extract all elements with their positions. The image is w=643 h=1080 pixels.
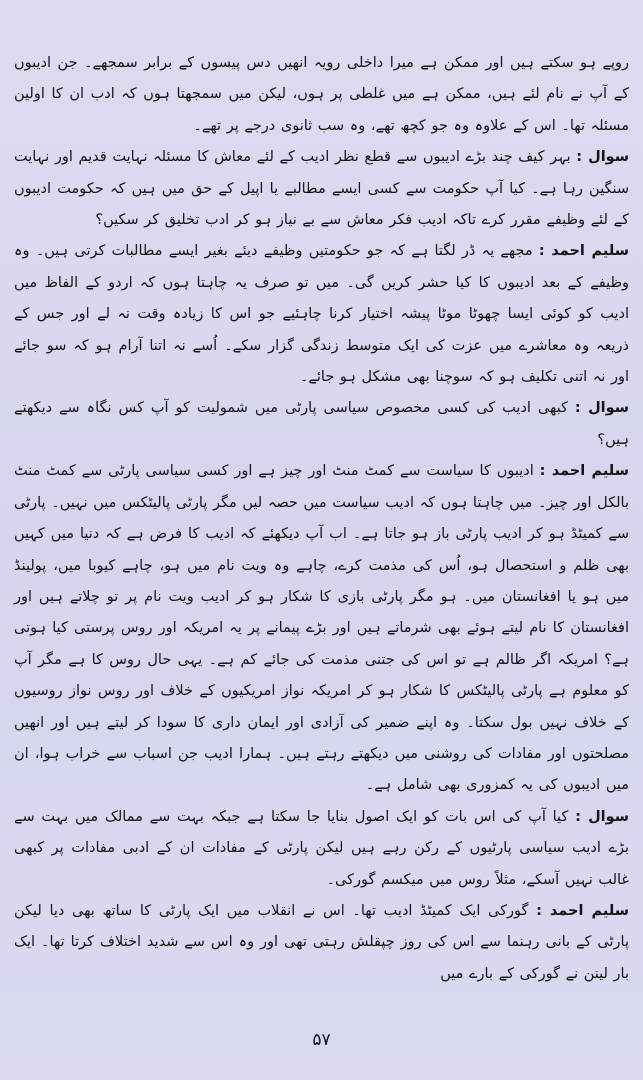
paragraph-3-text: مجھے یہ ڈر لگتا ہے کہ جو حکومتیں وظیفے دیئے بغیر ایسے مطالبات کرتی ہیں۔ وہ وظیفے کے بعد ادیبوں کا کیا حشر کریں گی۔ میں تو صرف یہ چاہتا ہوں کہ اردو کے الفاظ میں ادیب کو کوئی ایسا چھوٹا موٹا پیشہ اختیار کرنا چاہئیے جو اس کا زیادہ وقت نہ لے اور جس کے ذریعہ وہ معاشرے میں عزت کی ایک متوسط زندگی گزار سکے۔ اُسے نہ اتنا آرام ہو کہ سو جائے اور نہ اتنی تکلیف ہو کہ سوچنا بھی مشکل ہو جائے۔ — [14, 243, 629, 386]
paragraph-6-text: کیا آپ کی اس بات کو ایک اصول بنایا جا سکتا ہے جبکہ بہت سے ممالک میں بہت سے بڑے ادیب سیاسی پارٹیوں کے رکن رہے ہیں لیکن پارٹی کے مفادات ان کے ادبی مفادات پر کبھی غالب نہیں آسکے، مثلاً روس میں میکسم گورکی۔ — [14, 808, 629, 888]
speaker-label: سلیم احمد : — [539, 463, 629, 480]
page-text-body — [14, 48, 629, 990]
speaker-label: سلیم احمد : — [536, 902, 629, 919]
paragraph-6 — [14, 802, 629, 896]
paragraph-7-text: گورکی ایک کمیٹڈ ادیب تھا۔ اس نے انقلاب میں ایک پارٹی کا ساتھ بھی دیا لیکن پارٹی کے بانی رہنما سے اس کی روز چپقلش رہتی تھی اور وہ اس سے شدید اختلاف کرتا تھا۔ ایک بار لینن نے گورکی کے بارے میں — [14, 902, 629, 982]
paragraph-4-text: کبھی ادیب کی کسی مخصوص سیاسی پارٹی میں شمولیت کو آپ کس نگاہ سے دیکھتے ہیں؟ — [14, 400, 629, 448]
paragraph-2 — [14, 142, 629, 236]
speaker-label: سوال : — [574, 400, 630, 417]
paragraph-7 — [14, 896, 629, 990]
paragraph-3 — [14, 236, 629, 393]
paragraph-1-text: روپے ہو سکتے ہیں اور ممکن ہے میرا داخلی رویہ انھیں دس پیسوں کے برابر سمجھے۔ جن ادیبوں کے آپ نے نام لئے ہیں، ممکن ہے میں غلطی پر ہوں، لیکن میں سمجھتا ہوں کہ ادب ان کا اولین مسئلہ تھا۔ اس کے علاوہ وہ جو کچھ تھے، وہ سب ثانوی درجے پر تھے۔ — [14, 55, 629, 134]
paragraph-2-text: بہر کیف چند بڑے ادیبوں سے قطع نظر ادیب کے لئے معاش کا مسئلہ نہایت قدیم اور نہایت سنگین رہا ہے۔ کیا آپ حکومت سے کسی ایسے مطالبے یا اپیل کے حق میں ہیں کہ حکومت ادیبوں کے لئے وظیفے مقرر کرے تاکہ ادیب فکر معاش سے بے نیاز ہو کر ادب تخلیق کر سکیں؟ — [14, 149, 629, 229]
paragraph-1 — [14, 48, 629, 142]
page-number: ۵۷ — [312, 1030, 331, 1050]
speaker-label: سلیم احمد : — [538, 243, 630, 260]
paragraph-5-text: ادیبوں کا سیاست سے کمٹ منٹ اور چیز ہے اور کسی سیاسی پارٹی سے کمٹ منٹ بالکل اور چیز۔ میں چاہتا ہوں کہ ادیب سیاست میں حصہ لیں مگر پارٹی پالیٹکس میں نہیں۔ پارٹی سے کمیٹڈ ہو کر ادیب پارٹی باز ہو جاتا ہے۔ اب آپ دیکھئے کہ ادیب کا فرض ہے کہ دنیا میں کہیں بھی ظلم و استحصال ہو، اُس کی مذمت کرے، چاہے وہ ویت نام میں ہو، چاہے کیوبا میں، پولینڈ میں ہو یا افغانستان میں۔ ہو مگر پارٹی بازی کا شکار ہو کر ادیب ویت نام پر تو چلاتے ہیں اور افغانستان کا نام لیتے ہوئے بھی شرماتے ہیں اور بڑے پیمانے پر یہ امریکہ اور روس پرستی کیا ہوتی ہے؟ امریکہ اگر ظالم ہے تو اس کی جتنی مذمت کی جائے کم ہے۔ یہی حال روس کا ہے مگر آپ کو معلوم ہے پارٹی پالیٹکس کا شکار ہو کر امریکہ نواز امریکیوں کے خلاف اور روس نواز روسیوں کے خلاف نہیں بول سکتا۔ وہ اپنے ضمیر کی آزادی اور ایمان داری کا سودا کر لیتے ہیں اور انھیں مصلحتوں اور مفادات کی روشنی میں دیکھتے رہتے ہیں۔ ہمارا ادیب جن اسباب سے خراب ہوا، ان میں ادیبوں کی یہ کمزوری بھی شامل ہے۔ — [14, 463, 629, 794]
speaker-label: سوال : — [575, 808, 630, 825]
paragraph-4 — [14, 393, 629, 456]
speaker-label: سوال : — [576, 149, 630, 166]
paragraph-5 — [14, 456, 629, 801]
